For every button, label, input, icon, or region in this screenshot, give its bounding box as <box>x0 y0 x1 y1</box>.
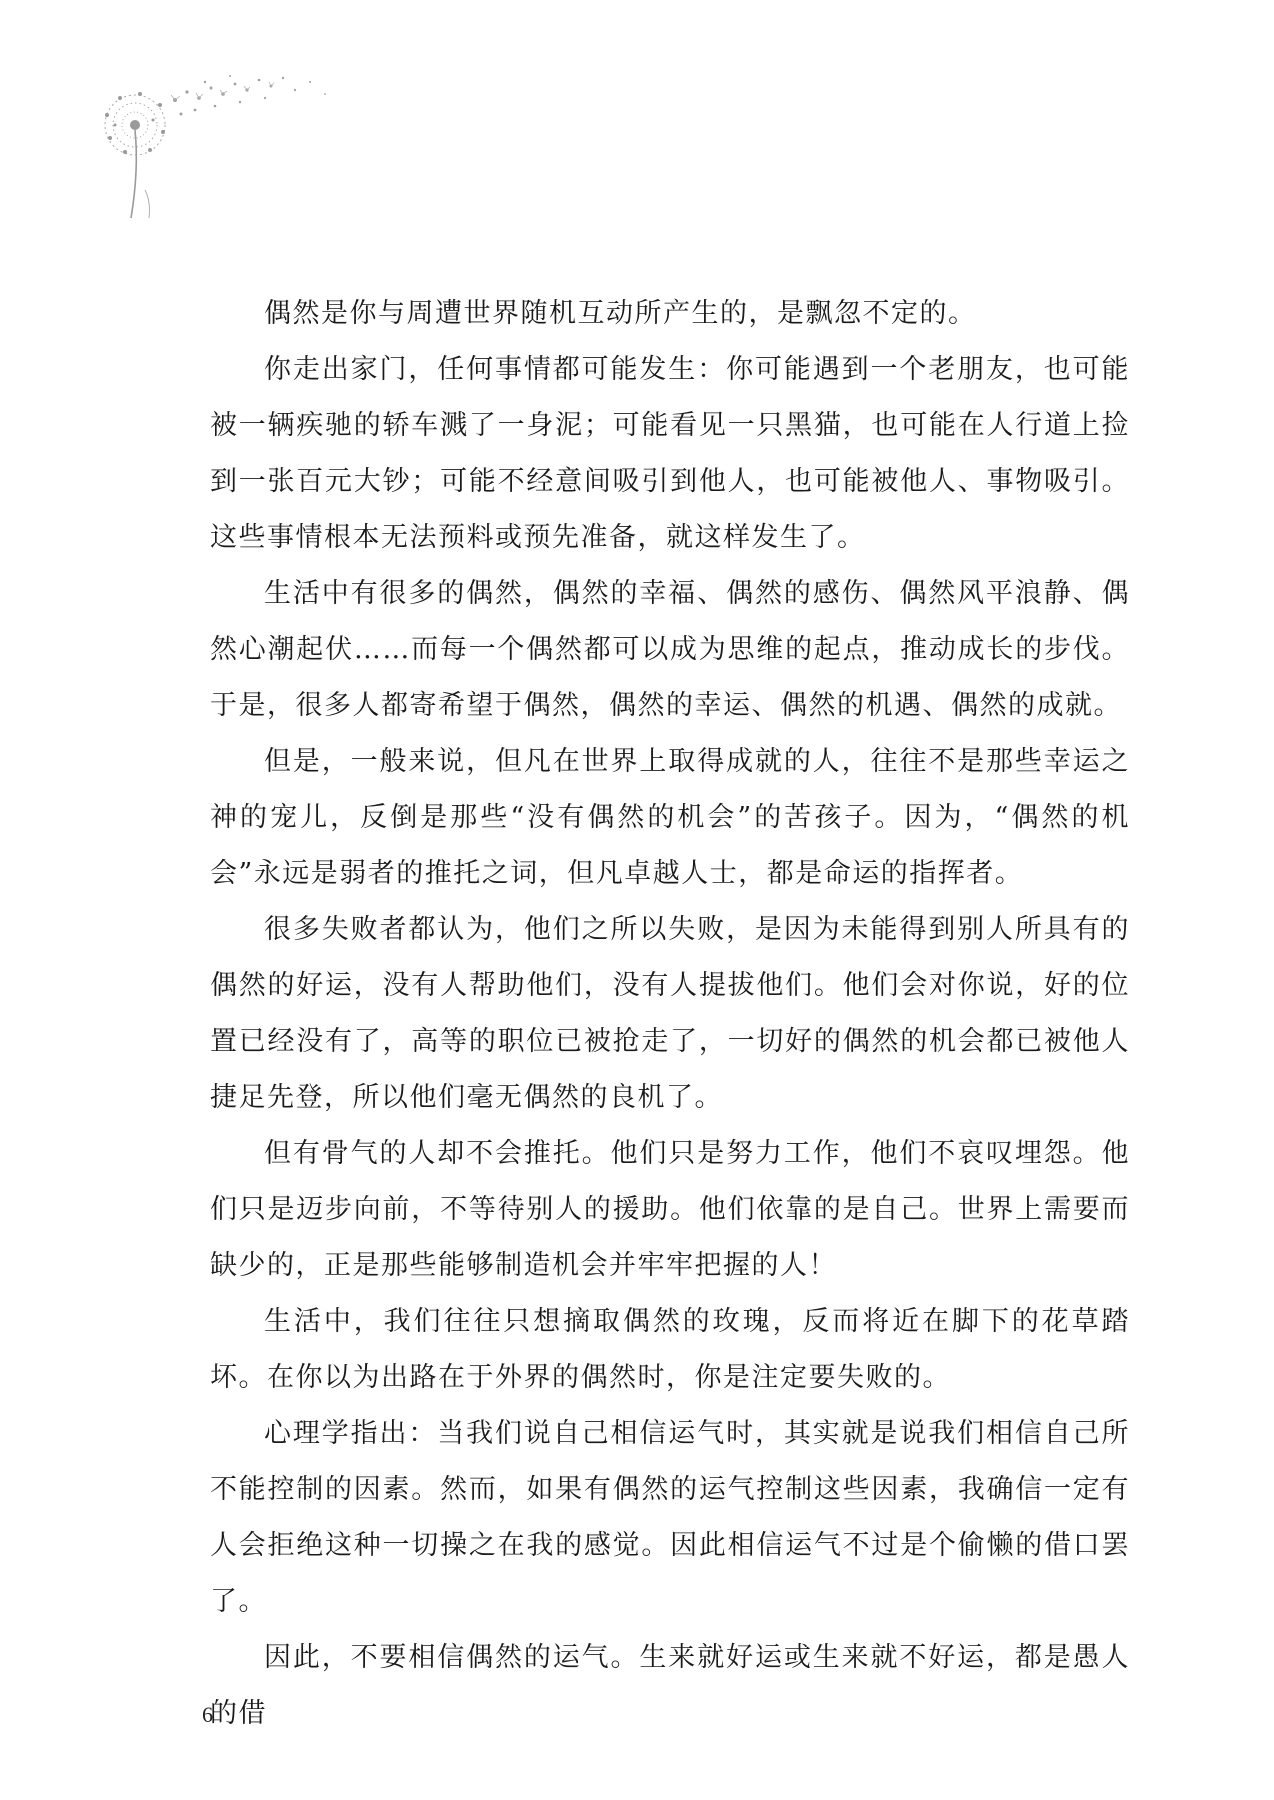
body-text <box>210 286 1130 1742</box>
paragraph: 很多失败者都认为，他们之所以失败，是因为未能得到别人所具有的偶然的好运，没有人帮助他们，没有人提拔他们。他们会对你说，好的位置已经没有了，高等的职位已被抢走了，一切好的偶然的机会都已被他人捷足先登，所以他们毫无偶然的良机了。 <box>210 914 1130 1113</box>
paragraph: 你走出家门，任何事情都可能发生：你可能遇到一个老朋友，也可能被一辆疾驰的轿车溅了一身泥；可能看见一只黑猫，也可能在人行道上捡到一张百元大钞；可能不经意间吸引到他人，也可能被他人、事物吸引。这些事情根本无法预料或预先准备，就这样发生了。 <box>210 354 1130 553</box>
paragraph: 生活中有很多的偶然，偶然的幸福、偶然的感伤、偶然风平浪静、偶然心潮起伏……而每一个偶然都可以成为思维的起点，推动成长的步伐。于是，很多人都寄希望于偶然，偶然的幸运、偶然的机遇、偶然的成就。 <box>210 578 1130 721</box>
paragraph: 因此，不要相信偶然的运气。生来就好运或生来就不好运，都是愚人的借 <box>210 1642 1130 1729</box>
paragraph: 但有骨气的人却不会推托。他们只是努力工作，他们不哀叹埋怨。他们只是迈步向前，不等待别人的援助。他们依靠的是自己。世界上需要而缺少的，正是那些能够制造机会并牢牢把握的人！ <box>210 1138 1130 1281</box>
dandelion-icon <box>95 70 385 220</box>
paragraph: 生活中，我们往往只想摘取偶然的玫瑰，反而将近在脚下的花草踏坏。在你以为出路在于外界的偶然时，你是注定要失败的。 <box>210 1306 1130 1393</box>
paragraph: 心理学指出：当我们说自己相信运气时，其实就是说我们相信自己所不能控制的因素。然而，如果有偶然的运气控制这些因素，我确信一定有人会拒绝这种一切操之在我的感觉。因此相信运气不过是个偷懒的借口罢了。 <box>210 1418 1130 1617</box>
page-number: 6 <box>202 1702 213 1727</box>
paragraph: 但是，一般来说，但凡在世界上取得成就的人，往往不是那些幸运之神的宠儿，反倒是那些“没有偶然的机会”的苦孩子。因为，“偶然的机会”永远是弱者的推托之词，但凡卓越人士，都是命运的指挥者。 <box>210 746 1130 889</box>
paragraph: 偶然是你与周遭世界随机互动所产生的，是飘忽不定的。 <box>264 298 977 329</box>
